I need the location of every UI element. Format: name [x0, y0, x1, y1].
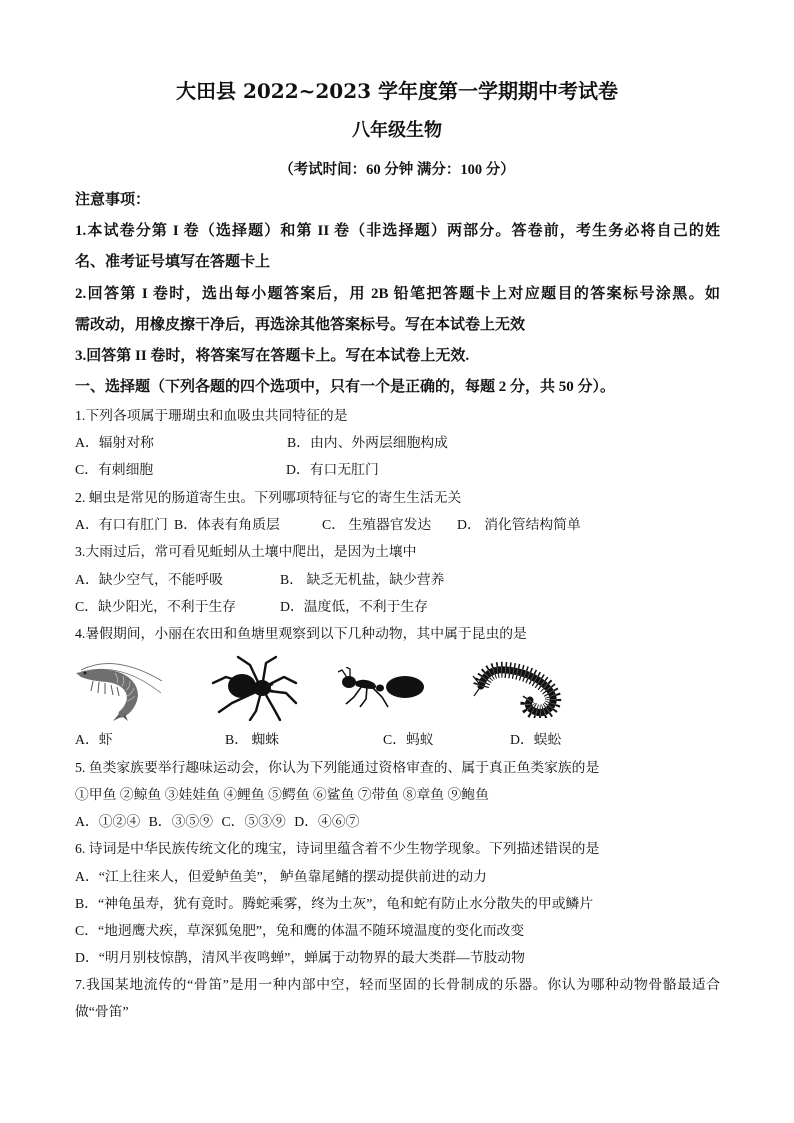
- note-3-line-1: 3.回答第 II 卷时，将答案写在答题卡上。写在本试卷上无效.: [75, 348, 470, 364]
- question-5-option-d: D．④⑥⑦: [294, 814, 360, 829]
- note-1-line-2: 名、准考证号填写在答题卡上: [75, 254, 271, 270]
- exam-title: 大田县 2022~2023 学年度第一学期期中考试卷: [175, 79, 618, 103]
- question-2-option-c: C． 生殖器官发达: [322, 517, 432, 532]
- question-1-option-b: B．由内、外两层细胞构成: [287, 435, 448, 450]
- shrimp-icon: [75, 655, 163, 721]
- question-2-option-b: B．体表有角质层: [174, 517, 280, 532]
- question-4-option-c: C．蚂蚁: [383, 732, 434, 747]
- question-5-option-a: A．①②④: [75, 814, 141, 829]
- question-7-stem-line-2: 做“骨笛”: [75, 1004, 129, 1019]
- question-1-option-d: D．有口无肛门: [286, 462, 379, 477]
- question-2-stem: 2. 蛔虫是常见的肠道寄生虫。下列哪项特征与它的寄生生活无关: [75, 490, 462, 505]
- question-1-option-a: A．辐射对称: [75, 435, 154, 450]
- question-5-options-row: [75, 811, 720, 833]
- question-3-options-row-1: [75, 569, 720, 591]
- question-6-option-a: A．“江上往来人，但爱鲈鱼美”， 鲈鱼靠尾鳍的摆动提供前进的动力: [75, 869, 487, 884]
- centipede-icon: [472, 660, 562, 718]
- question-3-option-d: D．温度低，不利于生存: [280, 599, 428, 614]
- note-1-line-1: 1.本试卷分第 I 卷（选择题）和第 II 卷（非选择题）两部分。答卷前，考生务必将自己的姓: [75, 223, 720, 239]
- question-1-options-row-2: [75, 459, 720, 481]
- question-7-stem-line-1: 7.我国某地流传的“骨笛”是用一种内部中空，轻而坚固的长骨制成的乐器。你认为哪种动物骨骼最适合: [75, 977, 720, 992]
- question-5-stem: 5. 鱼类家族要举行趣味运动会，你认为下列能通过资格审查的、属于真正鱼类家族的是: [75, 760, 600, 775]
- note-2-line-1: 2.回答第 I 卷时，选出每小题答案后，用 2B 铅笔把答题卡上对应题目的答案标号涂黑。如: [75, 286, 720, 302]
- question-4-option-b: B． 蜘蛛: [225, 732, 280, 747]
- question-1-stem: 1.下列各项属于珊瑚虫和血吸虫共同特征的是: [75, 408, 348, 423]
- question-5-choices: ①甲鱼 ②鲸鱼 ③娃娃鱼 ④鲤鱼 ⑤鳄鱼 ⑥鲨鱼 ⑦带鱼 ⑧章鱼 ⑨鲍鱼: [75, 787, 489, 802]
- question-4-stem: 4.暑假期间，小丽在农田和鱼塘里观察到以下几种动物，其中属于昆虫的是: [75, 626, 527, 641]
- exam-info: （考试时间：60 分钟 满分：100 分）: [279, 162, 515, 178]
- question-6-option-b: B．“神龟虽寿，犹有竟时。腾蛇乘雾，终为土灰”，龟和蛇有防止水分散失的甲或鳞片: [75, 896, 594, 911]
- question-2-option-a: A．有口有肛门: [75, 517, 168, 532]
- question-2-option-d: D． 消化管结构简单: [457, 517, 581, 532]
- question-6-option-c: C．“地迥鹰犬疾，草深狐兔肥”，兔和鹰的体温不随环境温度的变化而改变: [75, 923, 525, 938]
- question-5-option-c: C．⑤③⑨: [221, 814, 286, 829]
- question-2-options-row: [75, 514, 720, 536]
- question-5-option-b: B．③⑤⑨: [148, 814, 213, 829]
- spider-icon: [210, 655, 298, 721]
- question-3-option-a: A．缺少空气，不能呼吸: [75, 572, 223, 587]
- question-3-option-b: B． 缺乏无机盐，缺少营养: [280, 572, 445, 587]
- question-1-options-row-1: [75, 432, 720, 454]
- note-2-line-2: 需改动，用橡皮擦干净后，再选涂其他答案标号。写在本试卷上无效: [75, 317, 526, 333]
- question-3-stem: 3.大雨过后，常可看见蚯蚓从土壤中爬出，是因为土壤中: [75, 544, 417, 559]
- section-heading: 一、选择题（下列各题的四个选项中，只有一个是正确的，每题 2 分，共 50 分）。: [75, 379, 616, 395]
- notes-heading: 注意事项：: [75, 192, 151, 208]
- ant-icon: [338, 667, 434, 709]
- question-3-option-c: C．缺少阳光，不利于生存: [75, 599, 236, 614]
- question-4-option-a: A．虾: [75, 732, 113, 747]
- question-1-option-c: C．有刺细胞: [75, 462, 154, 477]
- question-6-option-d: D．“明月别枝惊鹊，清风半夜鸣蝉”，蝉属于动物界的最大类群—节肢动物: [75, 950, 525, 965]
- question-3-options-row-2: [75, 596, 720, 618]
- exam-subject: 八年级生物: [352, 120, 442, 141]
- question-4-options-row: [75, 729, 720, 751]
- question-4-option-d: D．蜈蚣: [510, 732, 562, 747]
- question-6-stem: 6. 诗词是中华民族传统文化的瑰宝，诗词里蕴含着不少生物学现象。下列描述错误的是: [75, 841, 600, 856]
